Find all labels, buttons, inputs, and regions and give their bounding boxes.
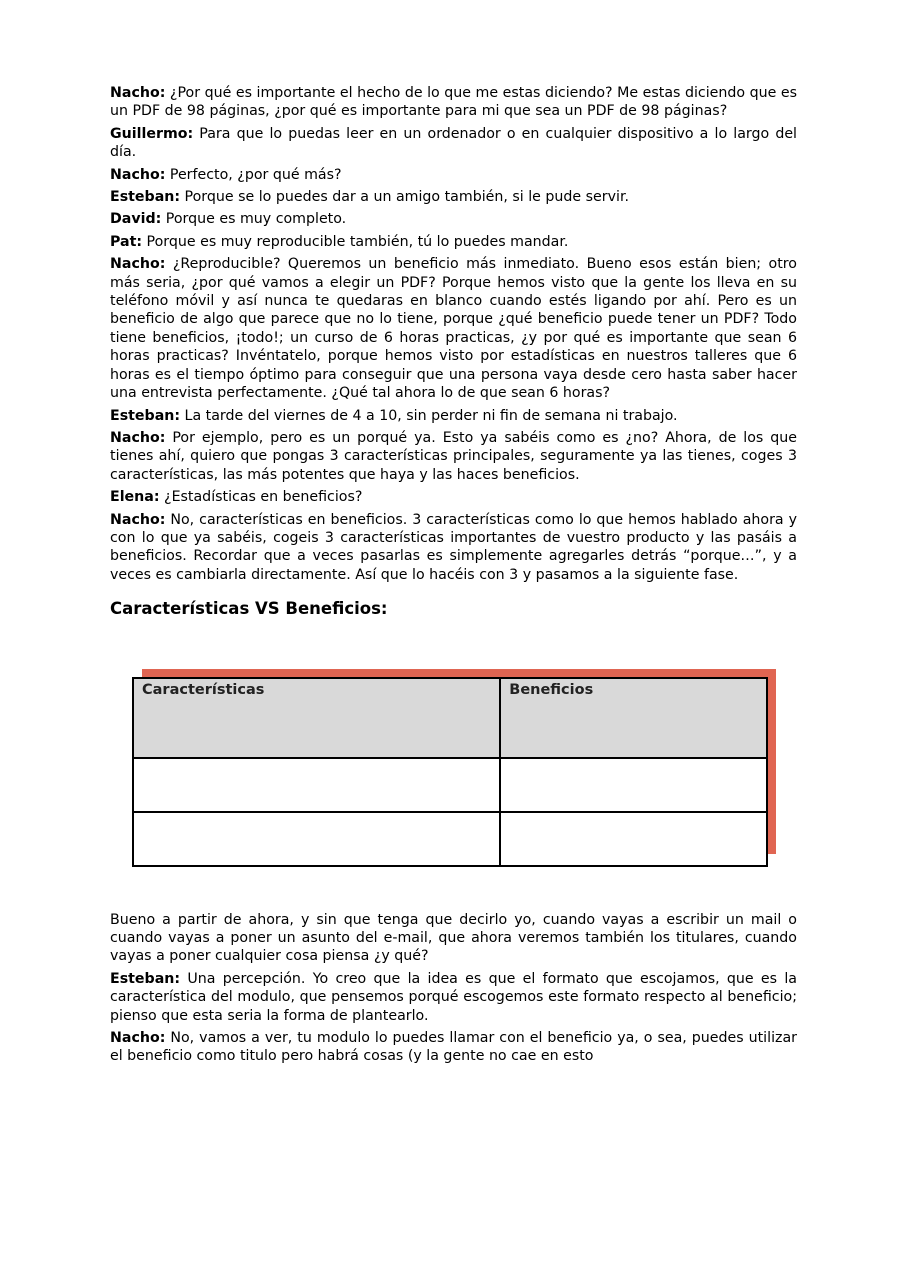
dialogue-paragraph bbox=[110, 511, 797, 585]
dialogue-paragraph bbox=[110, 166, 797, 184]
features-benefits-table bbox=[132, 677, 768, 867]
dialogue-text: Bueno a partir de ahora, y sin que tenga que decirlo yo, cuando vayas a escribir un mail o cuando vayas a poner un asunto del e-mail, que ahora veremos también los titulares, cuando vayas a poner cualquier cosa piensa ¿y qué? bbox=[110, 911, 797, 965]
speaker-name: Nacho: bbox=[110, 85, 166, 101]
dialogue-paragraph bbox=[110, 429, 797, 484]
dialogue-text: Una percepción. Yo creo que la idea es que el formato que escojamos, que es la característica del modulo, que pensemos porqué escogemos este formato respecto al beneficio; pienso que esta seria la forma de plantearlo. bbox=[110, 970, 797, 1024]
table-cell-benefit bbox=[500, 758, 767, 812]
dialogue-text: La tarde del viernes de 4 a 10, sin perder ni fin de semana ni trabajo. bbox=[180, 407, 678, 424]
features-benefits-table-container bbox=[132, 677, 777, 877]
dialogue-text: Porque se lo puedes dar a un amigo también, si le pude servir. bbox=[180, 189, 629, 206]
table-cell-benefit bbox=[500, 812, 767, 866]
dialogue-text: Por ejemplo, pero es un porqué ya. Esto ya sabéis como es ¿no? Ahora, de los que tienes ahí, quiero que pongas 3 características principales, seguramente ya las tienes, coges 3 características, las más potentes que haya y las haces beneficios. bbox=[110, 429, 797, 483]
dialogue-paragraph bbox=[110, 255, 797, 402]
table-header-row bbox=[133, 678, 767, 758]
speaker-name: Esteban: bbox=[110, 189, 181, 206]
dialogue-paragraph bbox=[110, 125, 797, 162]
speaker-name: Nacho: bbox=[110, 1030, 166, 1046]
speaker-name: Esteban: bbox=[110, 970, 181, 987]
speaker-name: Nacho: bbox=[110, 429, 166, 446]
speaker-name: Nacho: bbox=[110, 256, 166, 273]
dialogue-before bbox=[110, 84, 797, 584]
table-row bbox=[133, 812, 767, 866]
dialogue-text: No, vamos a ver, tu modulo lo puedes llamar con el beneficio ya, o sea, puedes utilizar el beneficio como titulo pero habrá cosas (y la gente no cae en esto bbox=[110, 1030, 797, 1065]
dialogue-paragraph bbox=[110, 210, 797, 228]
speaker-name: Guillermo: bbox=[110, 125, 194, 142]
speaker-name: David: bbox=[110, 211, 162, 228]
table-row bbox=[133, 758, 767, 812]
dialogue-text: ¿Por qué es importante el hecho de lo que me estas diciendo? Me estas diciendo que es un PDF de 98 páginas, ¿por qué es importante para mi que sea un PDF de 98 páginas? bbox=[110, 85, 797, 120]
table-cell-feature bbox=[133, 812, 500, 866]
dialogue-text: Perfecto, ¿por qué más? bbox=[165, 166, 342, 183]
document-page bbox=[110, 84, 797, 1070]
dialogue-text: Para que lo puedas leer en un ordenador o en cualquier dispositivo a lo largo del día. bbox=[110, 125, 797, 161]
dialogue-text: No, características en beneficios. 3 características como lo que hemos hablado ahora y con lo que ya sabéis, cogeis 3 características importantes de vuestro producto y las pasáis a beneficios. Recordar que a veces pasarlas es simplemente agregarles detrás “porque…”, y a veces es cambiarla directamente. Así que lo hacéis con 3 y pasamos a la siguiente fase. bbox=[110, 511, 797, 583]
table-cell-feature bbox=[133, 758, 500, 812]
dialogue-paragraph bbox=[110, 84, 797, 121]
speaker-name: Nacho: bbox=[110, 511, 166, 528]
dialogue-paragraph bbox=[110, 911, 797, 966]
speaker-name: Nacho: bbox=[110, 166, 166, 183]
dialogue-paragraph bbox=[110, 1029, 797, 1066]
dialogue-text: Porque es muy reproducible también, tú lo puedes mandar. bbox=[142, 233, 569, 250]
dialogue-after bbox=[110, 911, 797, 1066]
dialogue-paragraph bbox=[110, 233, 797, 251]
section-title: Características VS Beneficios: bbox=[110, 599, 388, 619]
dialogue-text: ¿Estadísticas en beneficios? bbox=[159, 489, 363, 506]
dialogue-paragraph bbox=[110, 188, 797, 206]
dialogue-text: Porque es muy completo. bbox=[161, 211, 347, 228]
header-benefits: Beneficios bbox=[500, 678, 767, 758]
speaker-name: Esteban: bbox=[110, 407, 181, 424]
header-features: Características bbox=[133, 678, 500, 758]
speaker-name: Elena: bbox=[110, 489, 160, 506]
dialogue-text: ¿Reproducible? Queremos un beneficio más inmediato. Bueno esos están bien; otro más seria, ¿por qué vamos a elegir un PDF? Porque hemos visto que la gente los lleva en su teléfono móvil y así nunca te quedaras en blanco cuando estés ligando por ahí. Pero es un beneficio de algo que parece que no lo tiene, porque ¿qué beneficio puede tener un PDF? Todo tiene beneficios, ¡todo!; un curso de 6 horas practicas, ¿y por qué es importante que sean 6 horas practicas? Invéntatelo, porque hemos visto por estadísticas en nuestros talleres que 6 horas es el tiempo óptimo para conseguir que una persona vaya desde cero hasta saber hacer una entrevista perfectamente. ¿Qué tal ahora lo de que sean 6 horas? bbox=[110, 256, 797, 402]
speaker-name: Pat: bbox=[110, 233, 143, 250]
dialogue-paragraph bbox=[110, 407, 797, 425]
dialogue-paragraph bbox=[110, 970, 797, 1025]
dialogue-paragraph bbox=[110, 488, 797, 506]
